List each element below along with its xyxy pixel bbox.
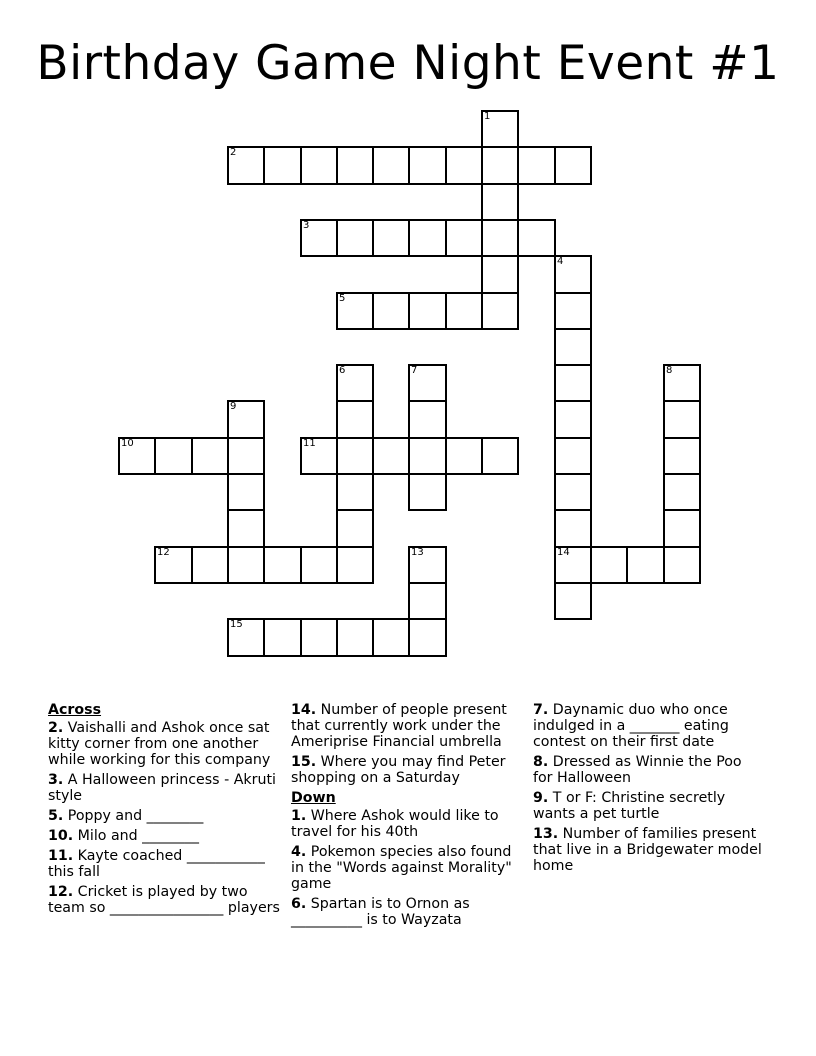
clue-number: 1 [484,111,491,122]
grid-cell[interactable] [408,292,447,330]
clue-item-number: 14. [291,702,317,718]
clue-item [533,826,765,874]
clue-item [291,754,523,786]
grid-cell[interactable] [336,473,374,511]
clue-item [48,808,280,824]
grid-cell[interactable] [445,292,483,330]
grid-cell[interactable] [408,582,447,620]
clue-number: 7 [411,365,418,376]
grid-cell[interactable] [408,437,447,475]
grid-cell[interactable] [227,400,265,439]
grid-cell[interactable] [554,328,592,366]
grid-cell[interactable] [154,437,193,475]
grid-cell[interactable] [663,364,701,402]
grid-cell[interactable] [590,546,628,584]
grid-cell[interactable] [408,473,447,511]
grid-cell[interactable] [300,437,338,475]
grid-cell[interactable] [445,437,483,475]
grid-cell[interactable] [481,219,519,257]
clue-column-3 [533,702,765,878]
grid-cell[interactable] [227,146,265,185]
clue-item-text: Dressed as Winnie the Poo for Halloween [533,754,742,786]
grid-cell[interactable] [554,255,592,294]
clue-item-text: Where you may find Peter shopping on a Saturday [291,754,506,786]
grid-cell[interactable] [300,146,338,185]
clue-item-number: 15. [291,754,317,770]
clue-number: 12 [157,547,170,558]
clue-item-text: A Halloween princess - Akruti style [48,772,276,804]
clue-column-2 [291,702,523,932]
grid-cell[interactable] [663,437,701,475]
grid-cell[interactable] [300,546,338,584]
grid-cell[interactable] [481,292,519,330]
grid-cell[interactable] [191,437,229,475]
grid-cell[interactable] [372,219,410,257]
grid-cell[interactable] [227,618,265,657]
clue-item-text: Vaishalli and Ashok once sat kitty corner from one another while working for this company [48,720,271,768]
grid-cell[interactable] [408,400,447,439]
grid-cell[interactable] [336,509,374,548]
clue-number: 11 [303,438,316,449]
clue-item-text: Cricket is played by two team so ________________ players [48,884,280,916]
grid-cell[interactable] [554,364,592,402]
clue-number: 15 [230,619,243,630]
clue-item-text: T or F: Christine secretly wants a pet turtle [533,790,726,822]
clue-item [48,884,280,916]
clue-number: 3 [303,220,310,231]
clue-heading-across: Across [48,702,102,718]
grid-cell[interactable] [445,146,483,185]
clue-number: 6 [339,365,346,376]
grid-cell[interactable] [336,364,374,402]
grid-cell[interactable] [445,219,483,257]
grid-cell[interactable] [336,219,374,257]
grid-cell[interactable] [263,618,302,657]
clue-item-number: 5. [48,808,64,824]
clue-item-number: 12. [48,884,74,900]
grid-cell[interactable] [372,146,410,185]
clue-number: 9 [230,401,237,412]
grid-cell[interactable] [408,364,447,402]
clue-number: 14 [557,547,570,558]
clue-item-number: 13. [533,826,559,842]
grid-cell[interactable] [663,509,701,548]
grid-cell[interactable] [336,146,374,185]
clue-number: 8 [666,365,673,376]
grid-cell[interactable] [336,292,374,330]
grid-cell[interactable] [408,618,447,657]
clue-item-number: 10. [48,828,74,844]
clue-item-text: Pokemon species also found in the "Words against Morality" game [291,844,512,892]
grid-cell[interactable] [554,292,592,330]
grid-cell[interactable] [481,437,519,475]
page-title: Birthday Game Night Event #1 [36,36,780,91]
clue-item-number: 9. [533,790,549,806]
grid-cell[interactable] [554,509,592,548]
clue-item-number: 6. [291,896,307,912]
grid-cell[interactable] [227,473,265,511]
grid-cell[interactable] [517,146,556,185]
clue-number: 2 [230,147,237,158]
clue-item-text: Daynamic duo who once indulged in a _______ eating contest on their first date [533,702,729,750]
grid-cell[interactable] [300,618,338,657]
grid-cell[interactable] [554,473,592,511]
grid-cell[interactable] [227,437,265,475]
grid-cell[interactable] [263,146,302,185]
clue-item [291,702,523,750]
clue-item [291,808,523,840]
grid-cell[interactable] [372,292,410,330]
grid-cell[interactable] [554,437,592,475]
clue-item [48,828,280,844]
clue-item [48,720,280,768]
clue-number: 5 [339,293,346,304]
grid-cell[interactable] [554,400,592,439]
grid-cell[interactable] [408,219,447,257]
clue-item-text: Number of people present that currently work under the Ameriprise Financial umbrella [291,702,507,750]
grid-cell[interactable] [408,546,447,584]
grid-cell[interactable] [227,509,265,548]
clue-item-text: Milo and ________ [77,828,199,844]
grid-cell[interactable] [626,546,665,584]
grid-cell[interactable] [372,437,410,475]
grid-cell[interactable] [336,546,374,584]
clue-item [291,896,523,928]
clue-column-1 [48,702,280,920]
clue-item [48,848,280,880]
clue-number: 4 [557,256,564,267]
clue-number: 13 [411,547,424,558]
clue-item-text: Number of families present that live in a Bridgewater model home [533,826,762,874]
grid-cell[interactable] [554,546,592,584]
clue-heading-down: Down [291,790,336,806]
clue-item-text: Where Ashok would like to travel for his 40th [291,808,499,840]
clue-item-text: Kayte coached ___________ this fall [48,848,265,880]
clue-item-number: 11. [48,848,74,864]
clue-item [533,702,765,750]
clue-item [48,772,280,804]
grid-cell[interactable] [554,146,592,185]
grid-cell[interactable] [663,473,701,511]
grid-cell[interactable] [336,437,374,475]
grid-cell[interactable] [554,582,592,620]
grid-cell[interactable] [191,546,229,584]
clue-item-number: 4. [291,844,307,860]
grid-cell[interactable] [336,618,374,657]
clue-item-text: Poppy and ________ [67,808,204,824]
clue-item-number: 3. [48,772,64,788]
grid-cell[interactable] [481,183,519,221]
grid-cell[interactable] [336,400,374,439]
grid-cell[interactable] [227,546,265,584]
grid-cell[interactable] [300,219,338,257]
clue-item [533,754,765,786]
grid-cell[interactable] [663,546,701,584]
grid-cell[interactable] [408,146,447,185]
clue-item-number: 8. [533,754,549,770]
clue-item-number: 2. [48,720,64,736]
grid-cell[interactable] [481,146,519,185]
clue-item [291,844,523,892]
clue-number: 10 [121,438,134,449]
grid-cell[interactable] [481,110,519,148]
grid-cell[interactable] [517,219,556,257]
clue-item-text: Spartan is to Ornon as __________ is to Wayzata [291,896,470,928]
grid-cell[interactable] [663,400,701,439]
grid-cell[interactable] [372,618,410,657]
clue-item [533,790,765,822]
grid-cell[interactable] [118,437,156,475]
clue-item-number: 7. [533,702,549,718]
clue-item-number: 1. [291,808,307,824]
grid-cell[interactable] [154,546,193,584]
grid-cell[interactable] [481,255,519,294]
grid-cell[interactable] [263,546,302,584]
